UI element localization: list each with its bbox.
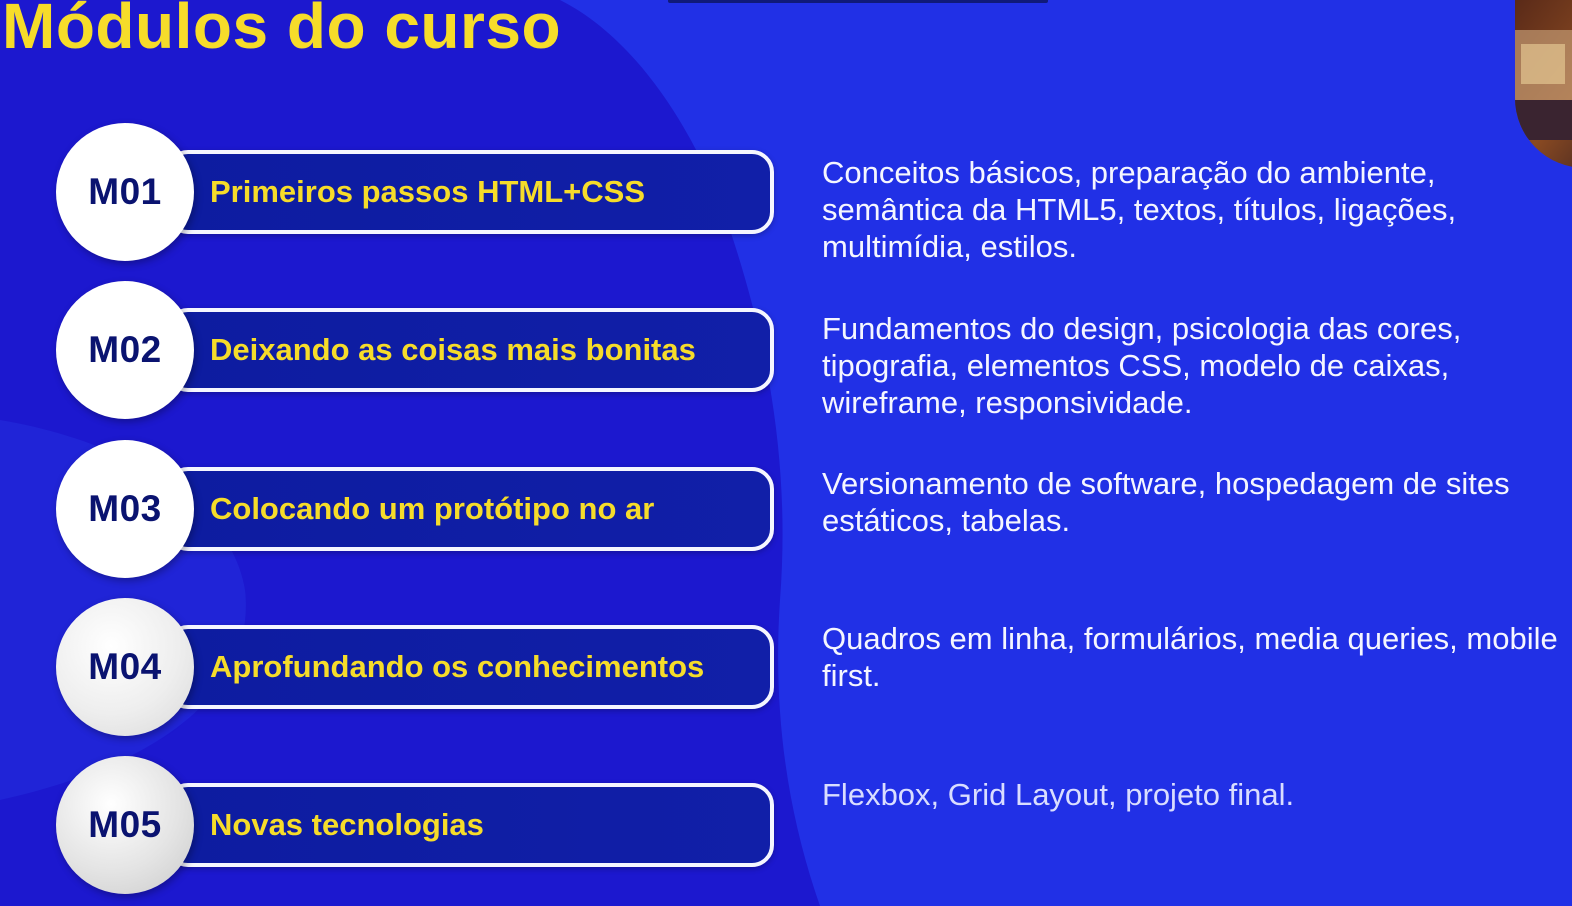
module-name: Novas tecnologias [210,807,484,842]
module-code: M03 [88,488,162,529]
module-pill [166,783,774,867]
module-m03 [56,440,786,580]
module-m02 [56,281,786,421]
module-name: Aprofundando os conhecimentos [210,649,705,684]
slide-title: Módulos do curso [2,0,562,62]
module-description: Flexbox, Grid Layout, projeto final. [822,777,1295,812]
module-badge [56,598,194,736]
module-code: M02 [88,329,162,370]
module-badge [56,440,194,578]
module-name: Primeiros passos HTML+CSS [210,174,645,209]
module-badge [56,281,194,419]
module-code: M04 [88,646,162,687]
module-description: Conceitos básicos, preparação do ambiente, semântica da HTML5, textos, títulos, ligações, multimídia, estilos. [822,155,1457,264]
module-badge [56,123,194,261]
module-description: Fundamentos do design, psicologia das cores, tipografia, elementos CSS, modelo de caixas, wireframe, responsividade. [822,311,1462,420]
module-pill [166,308,774,392]
module-code: M01 [88,171,162,212]
module-pill [166,150,774,234]
module-pill [166,467,774,551]
module-description: Versionamento de software, hospedagem de sites estáticos, tabelas. [822,466,1510,538]
module-description: Quadros em linha, formulários, media queries, mobile first. [822,621,1558,693]
module-badge [56,756,194,894]
top-edge-bar [668,0,1048,3]
module-m05 [56,756,786,896]
module-m01 [56,123,786,263]
module-code: M05 [88,804,162,845]
module-m04 [56,598,786,738]
module-pill [166,625,774,709]
module-name: Deixando as coisas mais bonitas [210,332,696,367]
module-name: Colocando um protótipo no ar [210,491,655,526]
